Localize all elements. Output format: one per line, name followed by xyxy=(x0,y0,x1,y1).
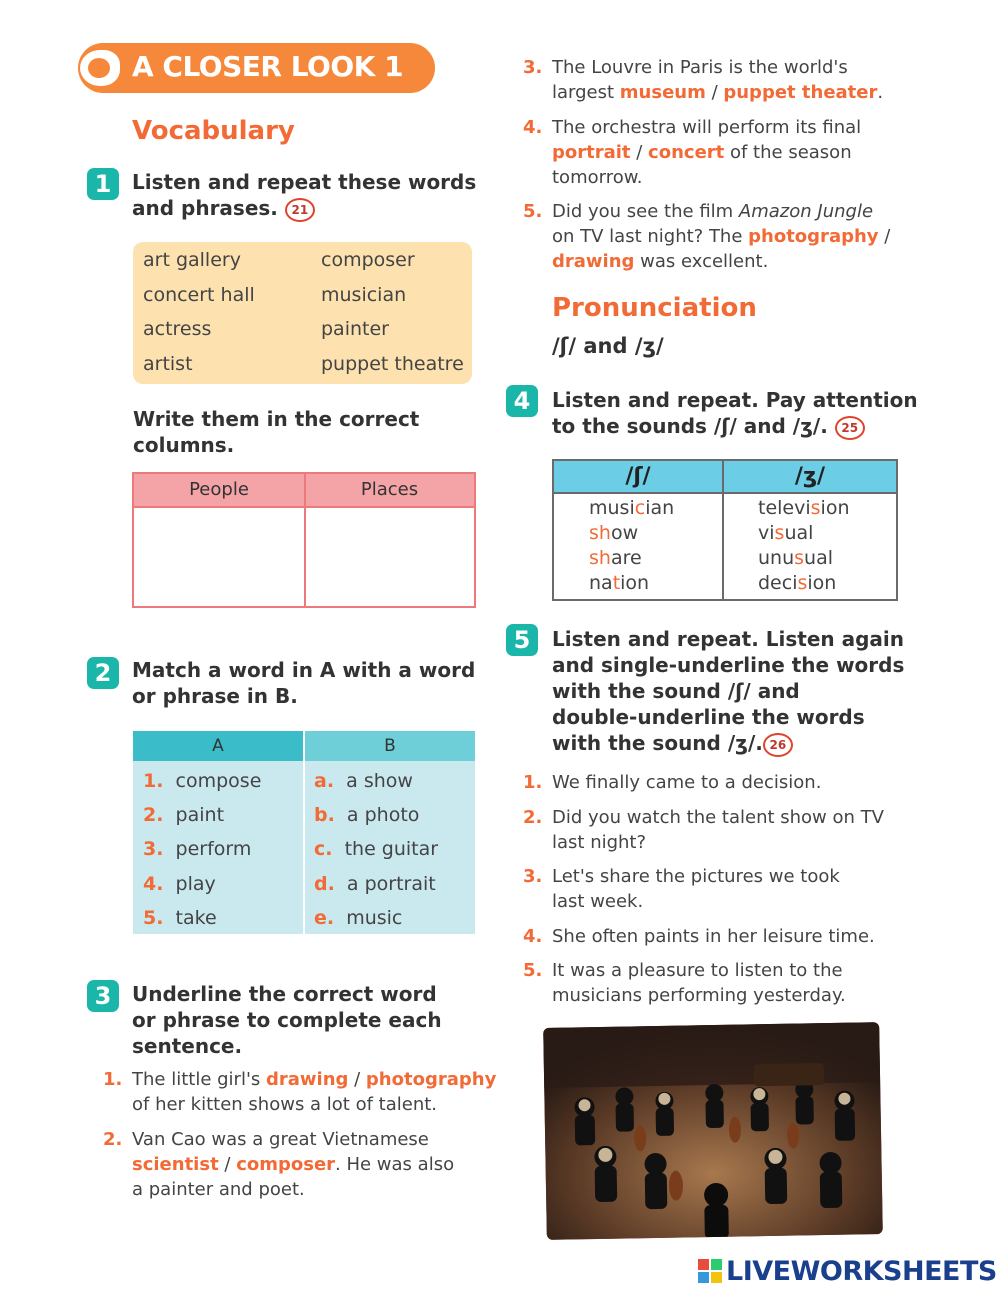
item-letter: b. xyxy=(314,804,335,826)
exercise-3-instruction-line1: Underline the correct word xyxy=(132,982,437,1006)
sentence-text[interactable]: Let's share the pictures we took xyxy=(552,866,840,887)
word-part: are xyxy=(610,547,642,569)
exercise-5-instruction-line5 xyxy=(552,730,904,757)
word-item: composer xyxy=(321,249,415,271)
item-text: a photo xyxy=(346,804,420,826)
column-header-a: A xyxy=(133,731,303,761)
separator: / xyxy=(705,82,724,103)
sentence-text: . He was also xyxy=(335,1154,455,1175)
sentence-text: . xyxy=(877,82,884,103)
sentence-text: a painter and poet. xyxy=(132,1179,305,1200)
item-letter: e. xyxy=(314,907,335,929)
liveworksheets-logo-icon xyxy=(698,1259,722,1283)
ex5-item[interactable] xyxy=(552,770,821,795)
exercise-4-instruction-line2 xyxy=(552,413,918,440)
people-places-table xyxy=(132,472,476,608)
word-part: na xyxy=(589,572,613,594)
item-number: 4. xyxy=(523,926,543,947)
column-header-sh: /ʃ/ xyxy=(554,461,722,492)
column-header-people: People xyxy=(134,474,304,506)
item-letter: d. xyxy=(314,873,335,895)
word-sound: s xyxy=(810,497,821,519)
sentence-text: The little girl's xyxy=(132,1069,266,1090)
sentence-text[interactable]: She often paints in her leisure time. xyxy=(552,926,875,947)
item-text: the guitar xyxy=(344,838,439,860)
sentence-text[interactable]: musicians performing yesterday. xyxy=(552,985,846,1006)
brand-name: LIVEWORKSHEETS xyxy=(726,1256,997,1287)
separator: / xyxy=(348,1069,366,1090)
item-text: a portrait xyxy=(346,873,436,895)
column-divider xyxy=(722,461,724,599)
exercise-4-badge: 4 xyxy=(506,385,538,417)
sentence-text: tomorrow. xyxy=(552,167,643,188)
exercise-5-instruction-line3: with the sound /ʃ/ and xyxy=(552,679,800,703)
sound-word xyxy=(758,497,850,519)
word-sound: t xyxy=(612,572,621,594)
match-b-item xyxy=(314,873,436,895)
item-number: 1. xyxy=(143,770,164,792)
item-number: 4. xyxy=(523,117,543,138)
word-part: ian xyxy=(645,497,675,519)
separator: / xyxy=(218,1154,237,1175)
ex5-item[interactable] xyxy=(552,958,846,1008)
exercise-3-instruction-line2: or phrase to complete each xyxy=(132,1008,442,1032)
item-text: perform xyxy=(175,838,252,860)
exercise-3-instruction xyxy=(132,981,442,1059)
sound-word xyxy=(758,572,836,594)
sentence-text: of her kitten shows a lot of talent. xyxy=(132,1094,438,1115)
column-header-places: Places xyxy=(305,474,474,506)
match-b-item xyxy=(314,907,402,929)
sentence-text: The orchestra will perform its final xyxy=(552,117,862,138)
item-number: 2. xyxy=(523,807,543,828)
sentence-text[interactable]: last week. xyxy=(552,891,644,912)
ex5-item[interactable] xyxy=(552,805,884,855)
audio-track-icon[interactable]: 21 xyxy=(285,198,315,222)
word-sound: s xyxy=(797,572,808,594)
item-letter: c. xyxy=(314,838,333,860)
item-text: a show xyxy=(346,770,413,792)
sentence-text[interactable]: Did you watch the talent show on TV xyxy=(552,807,884,828)
word-item: concert hall xyxy=(143,284,255,306)
column-header-b: B xyxy=(305,731,475,761)
word-part: deci xyxy=(758,572,798,594)
option-word[interactable]: drawing xyxy=(266,1069,349,1090)
header-divider xyxy=(134,506,474,508)
page-title: A CLOSER LOOK 1 xyxy=(132,50,404,83)
item-number: 2. xyxy=(103,1129,123,1150)
option-word[interactable]: drawing xyxy=(552,251,635,272)
item-number: 5. xyxy=(143,907,164,929)
option-word[interactable]: photography xyxy=(365,1069,497,1090)
word-part: ion xyxy=(820,497,850,519)
write-instruction-line1: Write them in the correct xyxy=(133,407,420,431)
sound-word xyxy=(758,522,813,544)
item-number: 3. xyxy=(523,866,543,887)
pronunciation-heading: Pronunciation xyxy=(552,293,757,323)
match-a-item xyxy=(143,873,216,895)
sound-word xyxy=(589,522,638,544)
sentence-text[interactable]: last night? xyxy=(552,832,647,853)
column-divider xyxy=(304,474,306,606)
exercise-2-instruction-line2: or phrase in B. xyxy=(132,684,298,708)
exercise-5-instruction-line5-text: with the sound /ʒ/. xyxy=(552,731,763,755)
orchestra-illustration xyxy=(543,1022,883,1240)
option-word[interactable]: concert xyxy=(648,142,725,163)
match-b-item xyxy=(314,770,413,792)
ex3-item-2 xyxy=(132,1127,454,1202)
exercise-2-instruction-line1: Match a word in A with a word xyxy=(132,658,476,682)
sound-word xyxy=(758,547,833,569)
item-text: compose xyxy=(175,770,262,792)
item-text: paint xyxy=(175,804,225,826)
column-header-zh: /ʒ/ xyxy=(724,461,896,492)
match-b-item xyxy=(314,838,438,860)
places-answer-area[interactable] xyxy=(310,510,470,602)
exercise-5-instruction xyxy=(552,626,904,757)
word-part: televi xyxy=(758,497,811,519)
ex5-item[interactable] xyxy=(552,864,840,914)
word-item: musician xyxy=(321,284,407,306)
sound-word xyxy=(589,547,642,569)
logo-grid xyxy=(698,1259,722,1283)
sentence-text[interactable]: We finally came to a decision. xyxy=(552,772,822,793)
sentence-text: Van Cao was a great Vietnamese xyxy=(132,1129,429,1150)
word-item: puppet theatre xyxy=(321,353,464,375)
match-a-item xyxy=(143,907,217,929)
word-part: unu xyxy=(758,547,795,569)
item-number: 3. xyxy=(143,838,164,860)
word-part: ion xyxy=(620,572,650,594)
item-number: 4. xyxy=(143,873,164,895)
ex5-item[interactable] xyxy=(552,924,875,949)
people-answer-area[interactable] xyxy=(138,510,300,602)
option-word[interactable]: puppet theater xyxy=(723,82,878,103)
film-title: Amazon Jungle xyxy=(738,201,874,222)
exercise-3-instruction-line3: sentence. xyxy=(132,1034,243,1058)
item-number: 5. xyxy=(523,201,543,222)
exercise-2-badge: 2 xyxy=(87,657,119,689)
word-part: vi xyxy=(758,522,775,544)
write-instruction-line2: columns. xyxy=(133,433,235,457)
separator: / xyxy=(630,142,649,163)
sentence-text: of the season xyxy=(724,142,852,163)
word-sound: c xyxy=(634,497,646,519)
write-instruction xyxy=(133,406,419,458)
sound-word xyxy=(589,497,674,519)
sentence-text[interactable]: It was a pleasure to listen to the xyxy=(552,960,843,981)
sentence-text: on TV last night? The xyxy=(552,226,749,247)
match-table xyxy=(133,731,475,934)
exercise-4-instruction xyxy=(552,387,918,440)
word-part: ual xyxy=(784,522,814,544)
exercise-1-instruction-line2 xyxy=(132,195,476,222)
item-text: play xyxy=(175,873,216,895)
exercise-1-badge: 1 xyxy=(87,168,119,200)
word-part: ow xyxy=(610,522,639,544)
ex3-item-4 xyxy=(552,115,861,190)
match-a-item xyxy=(143,804,224,826)
vocabulary-heading: Vocabulary xyxy=(132,116,295,146)
word-part: ual xyxy=(804,547,834,569)
column-divider xyxy=(303,731,305,934)
separator: / xyxy=(878,226,891,247)
ex3-item-1 xyxy=(132,1067,496,1117)
word-item: art gallery xyxy=(143,249,241,271)
option-word[interactable]: scientist xyxy=(132,1154,219,1175)
ex3-item-3 xyxy=(552,55,883,105)
exercise-5-instruction-line4: double-underline the words xyxy=(552,705,865,729)
item-number: 5. xyxy=(523,960,543,981)
exercise-1-instruction-line1: Listen and repeat these words xyxy=(132,170,477,194)
word-sound: sh xyxy=(589,522,611,544)
sentence-text: Did you see the film xyxy=(552,201,739,222)
audio-track-icon[interactable]: 26 xyxy=(763,733,793,757)
item-number: 1. xyxy=(523,772,543,793)
option-word[interactable]: composer xyxy=(236,1154,336,1175)
item-letter: a. xyxy=(314,770,335,792)
exercise-4-instruction-line1: Listen and repeat. Pay attention xyxy=(552,388,918,412)
item-number: 2. xyxy=(143,804,164,826)
word-item: artist xyxy=(143,353,193,375)
exercise-5-instruction-line1: Listen and repeat. Listen again xyxy=(552,627,905,651)
word-part: musi xyxy=(589,497,635,519)
word-sound: sh xyxy=(589,547,611,569)
option-word[interactable]: museum xyxy=(619,82,706,103)
option-word[interactable]: portrait xyxy=(552,142,631,163)
item-text: take xyxy=(175,907,217,929)
word-part: ion xyxy=(807,572,837,594)
audio-track-icon[interactable]: 25 xyxy=(835,416,865,440)
sentence-text: largest xyxy=(552,82,620,103)
header-divider xyxy=(554,492,896,494)
orchestra-photo xyxy=(543,1022,883,1240)
match-a-item xyxy=(143,770,261,792)
ex3-item-5 xyxy=(552,199,890,274)
exercise-3-badge: 3 xyxy=(87,980,119,1012)
exercise-1-instruction xyxy=(132,169,476,222)
sentence-text: was excellent. xyxy=(634,251,769,272)
word-sound: s xyxy=(794,547,805,569)
item-text: music xyxy=(346,907,403,929)
exercise-5-instruction-line2: and single-underline the words xyxy=(552,653,905,677)
item-number: 1. xyxy=(103,1069,123,1090)
word-item: painter xyxy=(321,318,389,340)
word-item: actress xyxy=(143,318,212,340)
exercise-2-instruction xyxy=(132,657,475,709)
sentence-text: The Louvre in Paris is the world's xyxy=(552,57,848,78)
item-number: 3. xyxy=(523,57,543,78)
option-word[interactable]: photography xyxy=(748,226,879,247)
exercise-1-instruction-line2-text: and phrases. xyxy=(132,196,278,220)
word-sound: s xyxy=(774,522,785,544)
exercise-5-badge: 5 xyxy=(506,624,538,656)
pronunciation-sounds: /ʃ/ and /ʒ/ xyxy=(552,334,664,358)
match-a-item xyxy=(143,838,251,860)
exercise-4-instruction-line2-text: to the sounds /ʃ/ and /ʒ/. xyxy=(552,414,828,438)
sound-word xyxy=(589,572,649,594)
match-b-item xyxy=(314,804,419,826)
pointing-hand-icon-inner xyxy=(88,58,110,78)
